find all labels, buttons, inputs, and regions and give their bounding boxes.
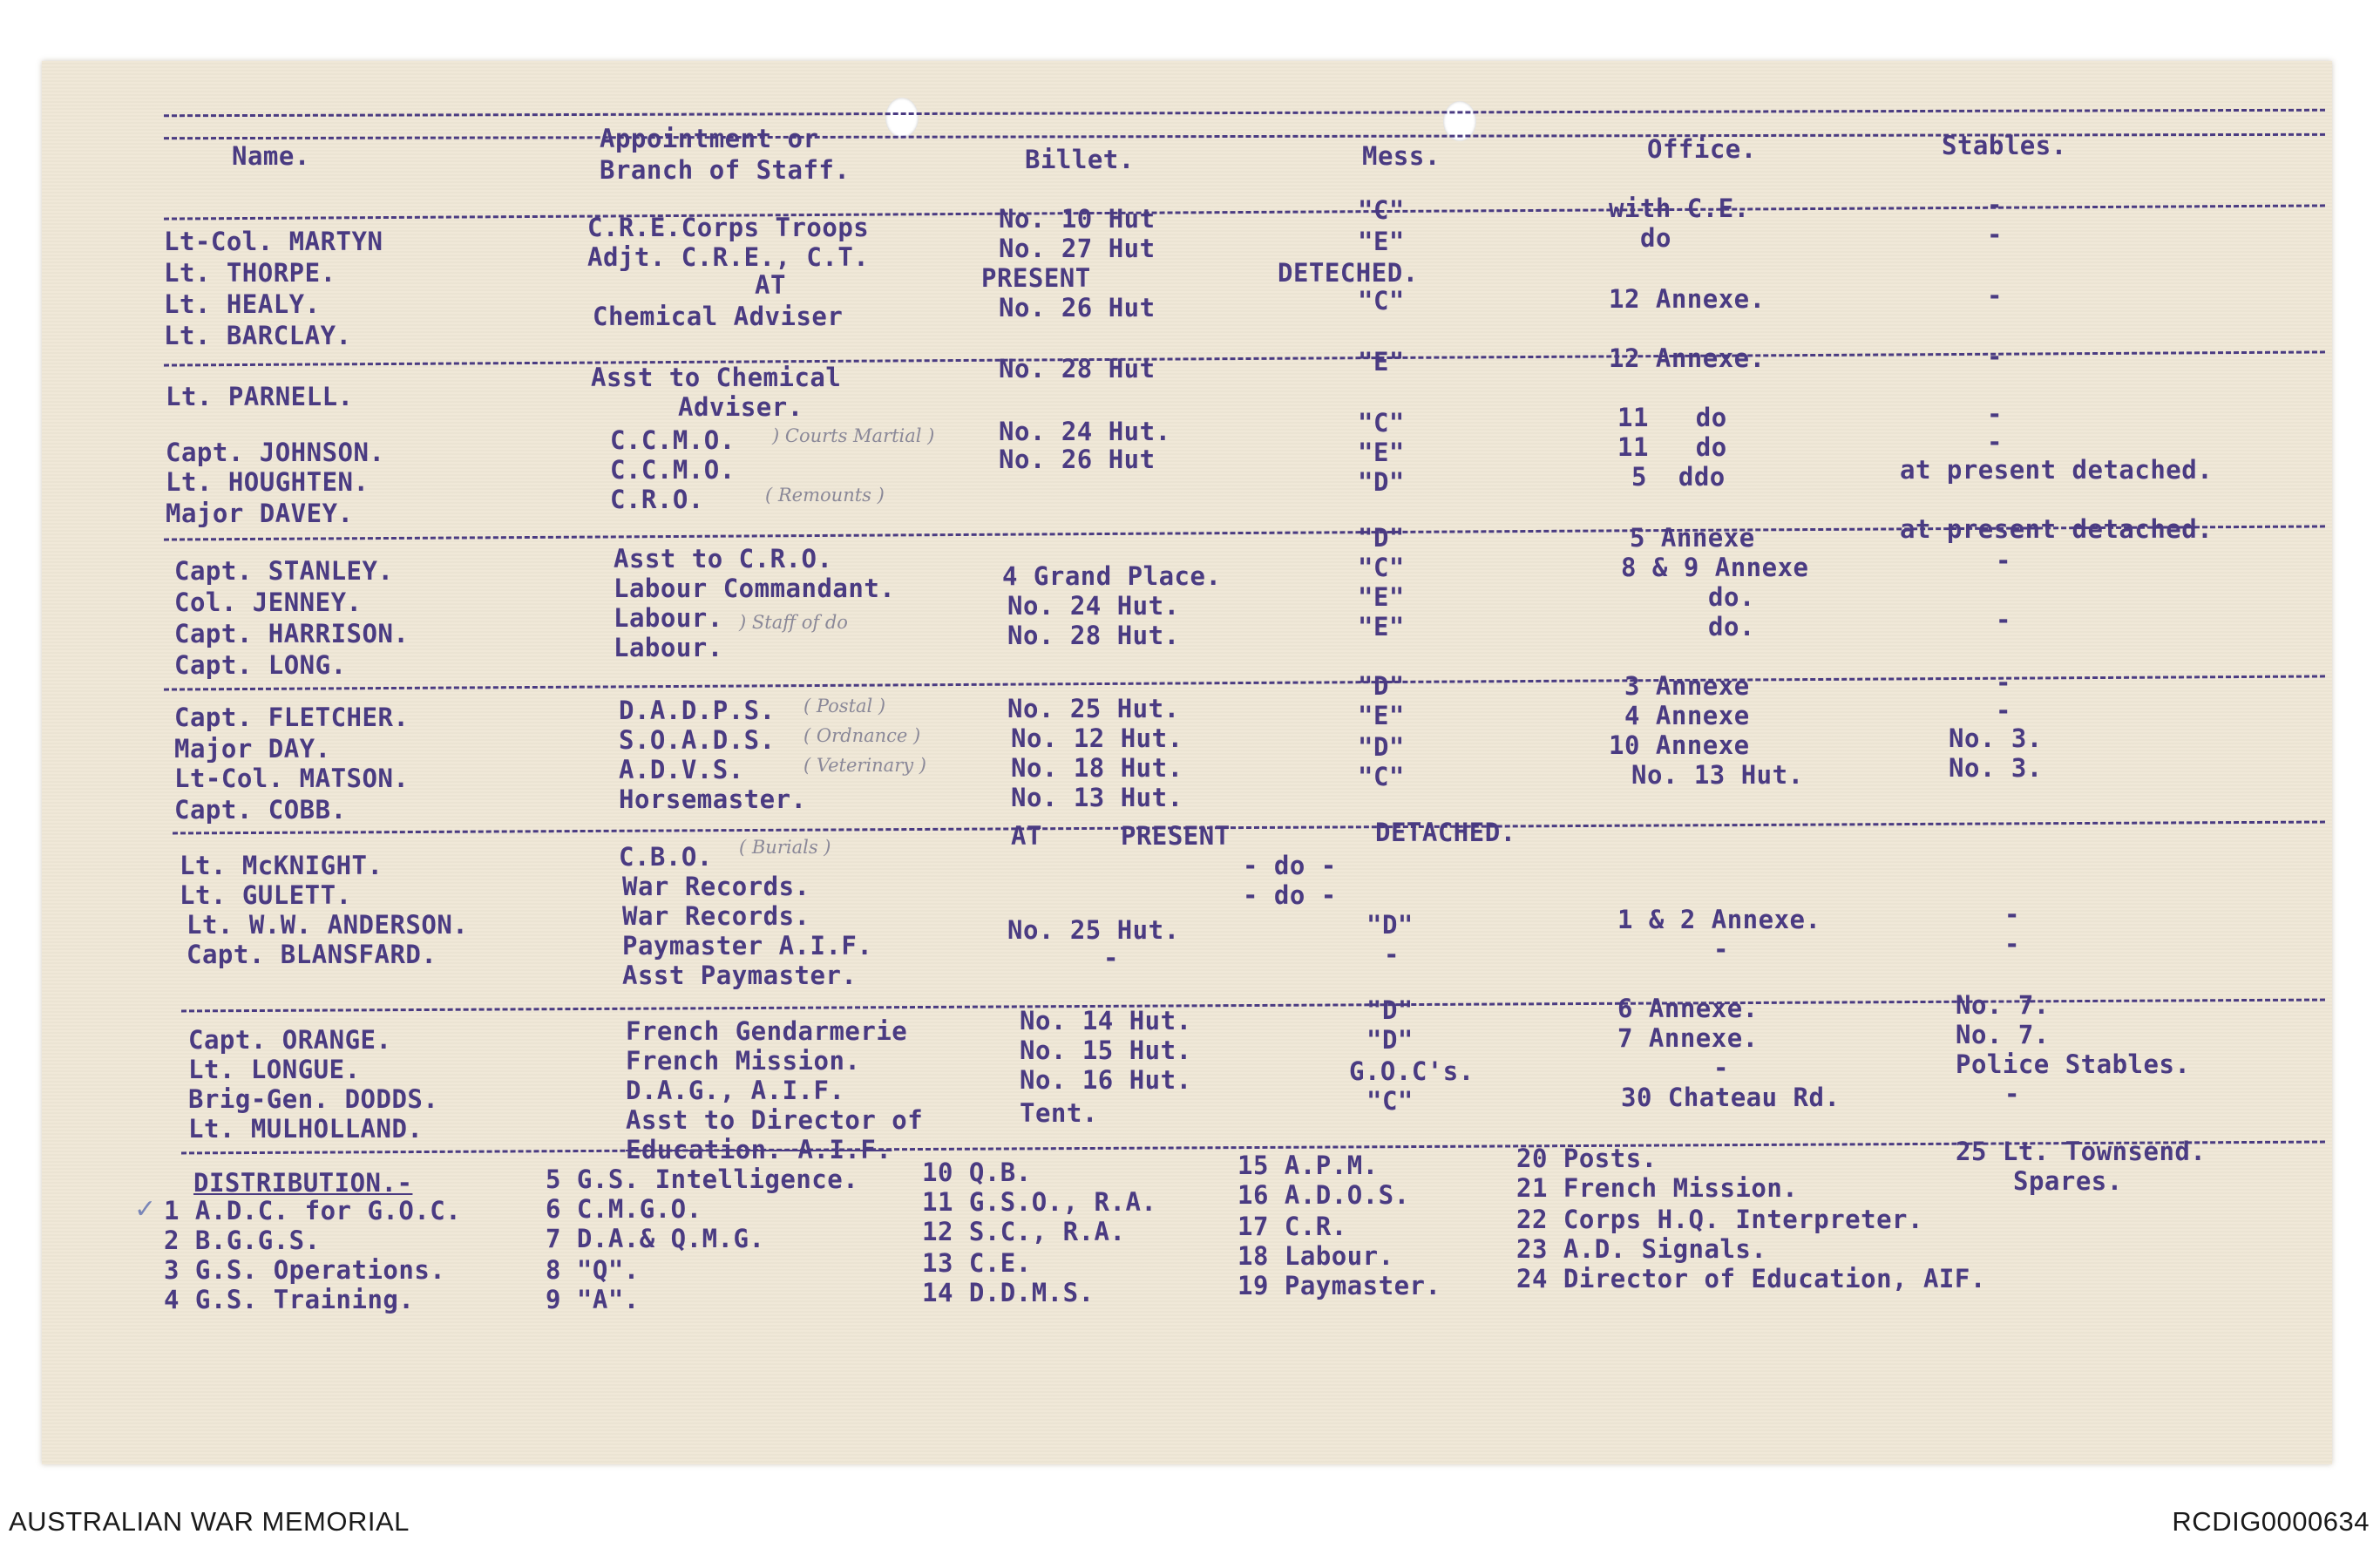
distribution-14: 14 D.D.M.S. [922, 1278, 1095, 1307]
note-burials: ( Burials ) [739, 837, 831, 858]
distribution-13: 13 C.E. [922, 1248, 1032, 1278]
office-jenney: 8 & 9 Annexe [1621, 553, 1809, 582]
appointment-education: Education. A.I.F. [626, 1135, 892, 1164]
stables-dodds: Police Stables. [1956, 1049, 2191, 1079]
billet-mulholland: Tent. [1020, 1098, 1098, 1128]
distribution-11: 11 G.S.O., R.A. [922, 1187, 1157, 1217]
appointment-french-mission: French Mission. [626, 1046, 861, 1076]
distribution-1: 1 A.D.C. for G.O.C. [164, 1196, 462, 1226]
header-stables: Stables. [1942, 131, 2067, 160]
stables-thorpe: - [1987, 220, 2003, 249]
office-asst-paymaster: - [1713, 934, 1729, 964]
appointment-french-gendarmerie: French Gendarmerie [626, 1016, 908, 1046]
distribution-6: 6 C.M.G.O. [546, 1194, 702, 1224]
mess-harrison: "E" [1358, 582, 1405, 612]
appointment-soads: S.O.A.D.S. [619, 725, 776, 755]
mess-davey: "D" [1358, 467, 1405, 497]
stables-stanley: at present detached. [1900, 514, 2214, 544]
mess-paymaster: "D" [1366, 910, 1414, 940]
distribution-12: 12 S.C., R.A. [922, 1217, 1126, 1246]
billet-asst-paymaster: - [1103, 943, 1119, 973]
name-thorpe: Lt. THORPE. [164, 258, 336, 288]
office-matson: 10 Annexe [1609, 730, 1750, 760]
header-appointment-line1: Appointment or [600, 124, 819, 153]
billet-dodds: No. 16 Hut. [1020, 1065, 1192, 1095]
appointment-dag: D.A.G., A.I.F. [626, 1076, 845, 1105]
name-stanley: Capt. STANLEY. [174, 556, 394, 586]
header-billet: Billet. [1025, 145, 1135, 174]
name-longue: Lt. LONGUE. [188, 1055, 361, 1084]
billet-present: PRESENT [981, 263, 1091, 293]
stables-fletcher: - [1996, 668, 2011, 697]
stables-asst-paymaster: - [2004, 929, 2020, 959]
stables-houghten: - [1987, 427, 2003, 457]
office-cobb: No. 13 Hut. [1631, 760, 1804, 790]
name-matson: Lt-Col. MATSON. [174, 764, 410, 793]
billet-johnson: No. 24 Hut. [999, 417, 1171, 446]
appointment-adviser: Adviser. [678, 392, 804, 422]
billet-present: PRESENT [1121, 821, 1231, 851]
billet-fletcher: No. 25 Hut. [1007, 694, 1180, 723]
distribution-3: 3 G.S. Operations. [164, 1255, 446, 1285]
header-name: Name. [232, 141, 310, 171]
appointment-asst-director: Asst to Director of [626, 1105, 924, 1135]
note-postal: ( Postal ) [804, 696, 886, 716]
document-sheet [42, 61, 2332, 1464]
appointment-labour-2: Labour. [614, 633, 723, 662]
mess-long: "E" [1358, 612, 1405, 642]
billet-barclay: No. 26 Hut [999, 293, 1156, 322]
office-longue: 7 Annexe. [1617, 1023, 1759, 1053]
distribution-9: 9 "A". [546, 1285, 640, 1314]
distribution-2: 2 B.G.G.S. [164, 1226, 321, 1255]
appointment-asst-cro: Asst to C.R.O. [614, 544, 833, 574]
mess-dodds: G.O.C's. [1349, 1056, 1475, 1086]
mess-mulholland: "C" [1366, 1086, 1414, 1116]
name-mulholland: Lt. MULHOLLAND. [188, 1114, 424, 1144]
billet-longue: No. 15 Hut. [1020, 1035, 1192, 1065]
office-long: do. [1708, 612, 1755, 642]
office-day: 4 Annexe [1624, 701, 1750, 730]
billet-do-2: - do - [1243, 880, 1337, 910]
name-blansfard: Capt. BLANSFARD. [186, 940, 437, 969]
appointment-at: AT [755, 270, 786, 300]
name-orange: Capt. ORANGE. [188, 1025, 392, 1055]
mess-barclay: "C" [1358, 286, 1405, 316]
note-ordnance: ( Ordnance ) [804, 725, 921, 746]
billet-jenney: 4 Grand Place. [1002, 561, 1222, 591]
name-dodds: Brig-Gen. DODDS. [188, 1084, 439, 1114]
distribution-18: 18 Labour. [1237, 1241, 1394, 1271]
stables-johnson: - [1987, 399, 2003, 429]
note-remounts: ( Remounts ) [765, 485, 885, 506]
appointment-ccmo-2: C.C.M.O. [610, 455, 736, 485]
mess-johnson: "C" [1358, 408, 1405, 438]
appointment-war-records-1: War Records. [622, 872, 810, 901]
name-gulett: Lt. GULETT. [180, 880, 352, 910]
stables-orange: No. 7. [1956, 990, 2050, 1020]
distribution-25: 25 Lt. Townsend. [1956, 1137, 2207, 1166]
distribution-spares: Spares. [2013, 1166, 2123, 1196]
office-paymaster: 1 & 2 Annexe. [1617, 905, 1821, 934]
mess-orange: "D" [1366, 995, 1414, 1025]
appointment-advs: A.D.V.S. [619, 755, 744, 784]
office-johnson: 11 do [1617, 403, 1727, 432]
appointment-ccmo-1: C.C.M.O. [610, 425, 736, 455]
check-mark-icon: ✓ [134, 1194, 157, 1225]
appointment-asst-chemical: Asst to Chemical [591, 363, 842, 392]
mess-stanley: "D" [1358, 523, 1405, 553]
name-cobb: Capt. COBB. [174, 795, 347, 825]
rule-group-4 [173, 821, 2325, 835]
office-barclay: 12 Annexe. [1609, 284, 1766, 314]
name-long: Capt. LONG. [174, 650, 347, 680]
appointment-paymaster: Paymaster A.I.F. [622, 931, 873, 961]
billet-thorpe: No. 27 Hut [999, 234, 1156, 263]
name-mcknight: Lt. McKNIGHT. [180, 851, 383, 880]
stables-barclay: - [1987, 281, 2003, 310]
stables-longue: No. 7. [1956, 1020, 2050, 1049]
name-parnell: Lt. PARNELL. [166, 382, 354, 411]
name-anderson: Lt. W.W. ANDERSON. [186, 910, 469, 940]
mess-matson: "D" [1358, 732, 1405, 762]
distribution-16: 16 A.D.O.S. [1237, 1180, 1410, 1210]
distribution-23: 23 A.D. Signals. [1516, 1234, 1767, 1264]
appointment-cro: C.R.O. [610, 485, 704, 514]
appointment-chemical-adviser: Chemical Adviser [593, 302, 844, 331]
billet-orange: No. 14 Hut. [1020, 1006, 1192, 1035]
billet-paymaster: No. 25 Hut. [1007, 915, 1180, 945]
office-orange: 6 Annexe. [1617, 994, 1759, 1023]
footer-archive-name: AUSTRALIAN WAR MEMORIAL [9, 1506, 410, 1537]
distribution-24: 24 Director of Education, AIF. [1516, 1264, 1986, 1293]
mess-jenney: "C" [1358, 553, 1405, 582]
office-harrison: do. [1708, 582, 1755, 612]
billet-cobb: No. 13 Hut. [1011, 783, 1183, 812]
billet-at: AT [1011, 821, 1042, 851]
appointment-war-records-2: War Records. [622, 901, 810, 931]
billet-do-1: - do - [1243, 851, 1337, 880]
office-martyn: with C.E. [1609, 194, 1750, 223]
billet-parnell: No. 28 Hut [999, 354, 1156, 384]
billet-matson: No. 18 Hut. [1011, 753, 1183, 783]
appointment-labour-commandant: Labour Commandant. [614, 574, 896, 603]
mess-detached: DETACHED. [1375, 818, 1516, 847]
office-davey: 5 ddo [1631, 462, 1726, 492]
distribution-22: 22 Corps H.Q. Interpreter. [1516, 1205, 1923, 1234]
mess-houghten: "E" [1358, 438, 1405, 467]
distribution-7: 7 D.A.& Q.M.G. [546, 1224, 765, 1253]
distribution-21: 21 French Mission. [1516, 1173, 1799, 1203]
stables-martyn: - [1987, 190, 2003, 220]
stables-cobb: No. 3. [1949, 753, 2043, 783]
office-mulholland: 30 Chateau Rd. [1621, 1083, 1841, 1112]
name-barclay: Lt. BARCLAY. [164, 321, 352, 350]
mess-day: "E" [1358, 701, 1405, 730]
appointment-adjt: Adjt. C.R.E., C.T. [587, 242, 870, 272]
rule-top [164, 109, 2325, 117]
appointment-cre: C.R.E.Corps Troops [587, 213, 870, 242]
distribution-title: DISTRIBUTION.- [193, 1168, 413, 1198]
name-healy: Lt. HEALY. [164, 289, 321, 319]
name-harrison: Capt. HARRISON. [174, 619, 410, 648]
name-davey: Major DAVEY. [166, 499, 354, 528]
appointment-dadps: D.A.D.P.S. [619, 696, 776, 725]
mess-detached: DETECHED. [1278, 258, 1419, 288]
name-fletcher: Capt. FLETCHER. [174, 703, 410, 732]
billet-harrison: No. 24 Hut. [1007, 591, 1180, 621]
header-office: Office. [1647, 134, 1757, 164]
distribution-19: 19 Paymaster. [1237, 1271, 1441, 1300]
header-appointment-line2: Branch of Staff. [600, 155, 851, 185]
stables-davey: at present detached. [1900, 455, 2214, 485]
name-martyn: Lt-Col. MARTYN [164, 227, 383, 256]
mess-longue: "D" [1366, 1025, 1414, 1055]
office-stanley: 5 Annexe [1630, 523, 1755, 553]
office-houghten: 11 do [1617, 432, 1727, 462]
stables-matson: No. 3. [1949, 723, 2043, 753]
name-houghten: Lt. HOUGHTEN. [166, 467, 370, 497]
appointment-labour-1: Labour. [614, 603, 723, 633]
billet-houghten: No. 26 Hut [999, 445, 1156, 474]
office-parnell: 12 Annexe. [1609, 343, 1766, 373]
distribution-20: 20 Posts. [1516, 1144, 1658, 1173]
mess-asst-paymaster: - [1384, 940, 1400, 969]
distribution-17: 17 C.R. [1237, 1212, 1347, 1241]
header-mess: Mess. [1362, 141, 1441, 171]
distribution-8: 8 "Q". [546, 1255, 640, 1285]
note-courts-martial: ) Courts Martial ) [772, 425, 935, 446]
note-staff-of-do: ) Staff of do [739, 612, 848, 633]
mess-cobb: "C" [1358, 762, 1405, 791]
appointment-asst-paymaster: Asst Paymaster. [622, 961, 858, 990]
note-veterinary: ( Veterinary ) [804, 755, 926, 776]
stables-parnell: - [1987, 342, 2003, 371]
distribution-4: 4 G.S. Training. [164, 1285, 415, 1314]
punch-hole [885, 98, 919, 138]
mess-thorpe: "E" [1358, 227, 1405, 256]
mess-martyn: "C" [1358, 195, 1405, 225]
name-johnson: Capt. JOHNSON. [166, 438, 385, 467]
billet-day: No. 12 Hut. [1011, 723, 1183, 753]
office-thorpe: do [1640, 223, 1671, 253]
stables-day: - [1996, 696, 2011, 725]
name-jenney: Col. JENNEY. [174, 587, 363, 617]
mess-fletcher: "D" [1358, 671, 1405, 701]
stables-jenney: - [1996, 546, 2011, 575]
stables-paymaster: - [2004, 900, 2020, 929]
stables-mulholland: - [2004, 1079, 2020, 1109]
office-fletcher: 3 Annexe [1624, 671, 1750, 701]
stables-harrison: - [1996, 605, 2011, 635]
name-day: Major DAY. [174, 734, 331, 764]
mess-parnell: "E" [1358, 347, 1405, 377]
distribution-5: 5 G.S. Intelligence. [546, 1164, 859, 1194]
appointment-cbo: C.B.O. [619, 842, 713, 872]
distribution-15: 15 A.P.M. [1237, 1151, 1379, 1180]
office-dodds: - [1713, 1053, 1729, 1083]
appointment-horsemaster: Horsemaster. [619, 784, 807, 814]
footer-record-id: RCDIG0000634 [2172, 1506, 2370, 1537]
billet-martyn: No. 10 Hut [999, 204, 1156, 234]
distribution-10: 10 Q.B. [922, 1158, 1032, 1187]
billet-long: No. 28 Hut. [1007, 621, 1180, 650]
